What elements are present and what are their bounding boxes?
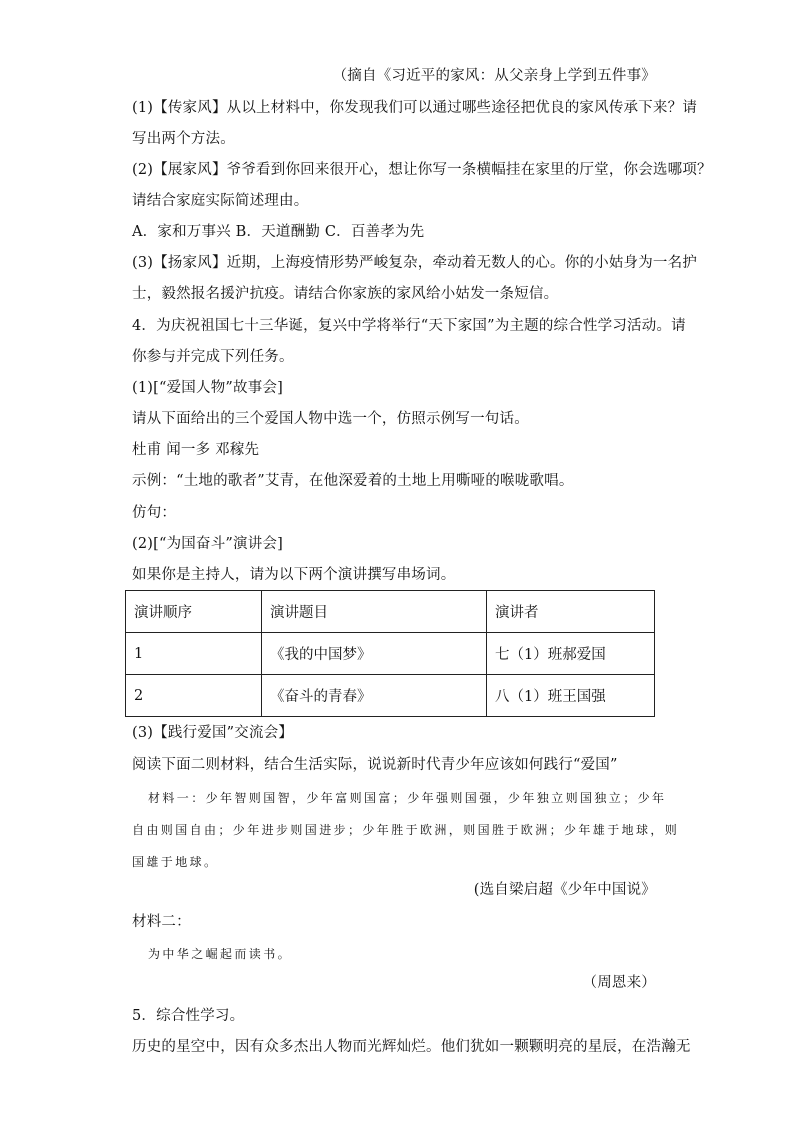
question-5-title: 5．综合性学习。 xyxy=(132,1008,245,1024)
table-header-row xyxy=(126,591,655,633)
table-cell: 八（1）班王国强 xyxy=(487,675,655,717)
table-cell: 七（1）班郝爱国 xyxy=(487,633,655,675)
table-cell: 2 xyxy=(126,675,262,717)
material-1-line-1: 材料一：少年智则国智，少年富则国富；少年强则国强，少年独立则国独立；少年 xyxy=(148,791,667,805)
material-2-text: 为中华之崛起而读书。 xyxy=(148,947,293,961)
speech-table xyxy=(125,590,655,717)
table-row xyxy=(126,675,655,717)
question-1-1: (1)【传家风】从以上材料中，你发现我们可以通过哪些途径把优良的家风传承下来？请 xyxy=(132,100,698,116)
question-1-2-options: A．家和万事兴 B．天道酬勤 C．百善孝为先 xyxy=(132,224,425,240)
task-2-title: (2)[“为国奋斗”演讲会] xyxy=(132,536,283,552)
material-2-label: 材料二： xyxy=(132,914,191,930)
question-1-3-cont: 士，毅然报名援沪抗疫。请结合你家族的家风给小姑发一条短信。 xyxy=(132,286,559,302)
task-1-example: 示例：“土地的歌者”艾青，在他深爱着的土地上用嘶哑的喉咙歌唱。 xyxy=(132,473,574,489)
task-1-people: 杜甫 闻一多 邓稼先 xyxy=(132,442,260,458)
material-2-source: （周恩来） xyxy=(582,975,656,991)
question-4-intro: 4．为庆祝祖国七十三华诞，复兴中学将举行“天下家国”为主题的综合性学习活动。请 xyxy=(132,318,686,334)
question-1-3: (3)【扬家风】近期，上海疫情形势严峻复杂，牵动着无数人的心。你的小姑身为一名护 xyxy=(132,255,698,271)
table-cell: 《我的中国梦》 xyxy=(262,633,487,675)
material-1-line-2: 自由则国自由；少年进步则国进步；少年胜于欧洲，则国胜于欧洲；少年雄于地球，则 xyxy=(132,823,680,837)
task-3-title: (3)【践行爱国”交流会】 xyxy=(132,725,294,741)
question-5-text: 历史的星空中，因有众多杰出人物而光辉灿烂。他们犹如一颗颗明亮的星辰，在浩瀚无 xyxy=(132,1039,691,1055)
question-1-2: (2)【展家风】爷爷看到你回来很开心，想让你写一条横幅挂在家里的厅堂，你会选哪项？ xyxy=(132,162,712,178)
question-1-2-cont: 请结合家庭实际简述理由。 xyxy=(132,193,309,209)
table-cell: 《奋斗的青春》 xyxy=(262,675,487,717)
task-1-title: (1)[“爱国人物”故事会] xyxy=(132,380,283,396)
table-cell: 1 xyxy=(126,633,262,675)
question-1-1-cont: 写出两个方法。 xyxy=(132,131,235,147)
task-3-instruction: 阅读下面二则材料，结合生活实际，说说新时代青少年应该如何践行“爱国” xyxy=(132,757,618,773)
table-header-cell: 演讲者 xyxy=(487,591,655,633)
task-1-instruction: 请从下面给出的三个爱国人物中选一个，仿照示例写一句话。 xyxy=(132,411,529,427)
table-row xyxy=(126,633,655,675)
material-1-line-3: 国雄于地球。 xyxy=(132,855,219,869)
source-citation: （摘自《习近平的家风：从父亲身上学到五件事》 xyxy=(332,68,656,84)
question-4-intro-cont: 你参与并完成下列任务。 xyxy=(132,349,294,365)
table-header-cell: 演讲题目 xyxy=(262,591,487,633)
table-header-cell: 演讲顺序 xyxy=(126,591,262,633)
task-1-answer-label: 仿句： xyxy=(132,505,177,521)
material-1-source: (选自梁启超《少年中国说》 xyxy=(473,882,656,898)
task-2-instruction: 如果你是主持人，请为以下两个演讲撰写串场词。 xyxy=(132,567,456,583)
